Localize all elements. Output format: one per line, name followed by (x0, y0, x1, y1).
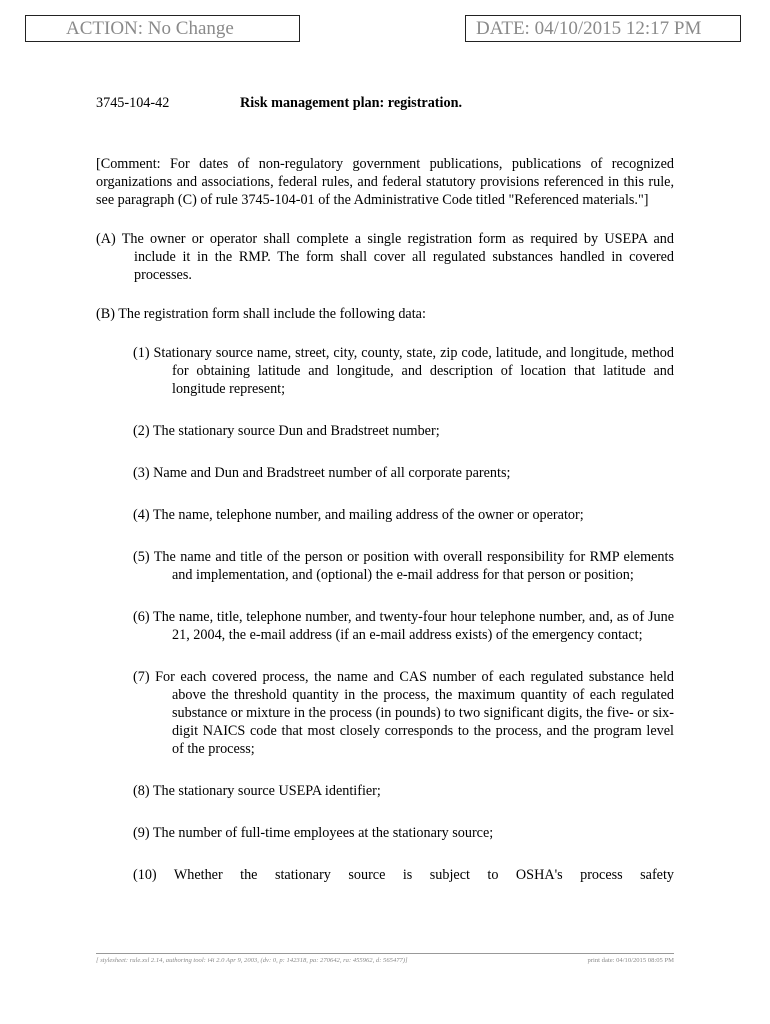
document-body (96, 90, 674, 908)
footer-print-date: print date: 04/10/2015 08:05 PM (587, 957, 674, 964)
date-stamp-text: DATE: 04/10/2015 12:17 PM (476, 18, 702, 39)
rule-number: 3745-104-42 (96, 95, 170, 111)
paragraph-b: (B) The registration form shall include the following data: (96, 306, 426, 322)
list-item: (4) The name, telephone number, and mailing address of the owner or operator; (133, 507, 584, 523)
registration-data-list (96, 344, 674, 884)
list-item: (9) The number of full-time employees at the stationary source; (133, 825, 494, 841)
action-stamp-text: ACTION: No Change (66, 18, 234, 39)
list-item: (6) The name, title, telephone number, and twenty-four hour telephone number, and, as of June 21, 2004, the e-mail address (if an e-mail address exists) of the emergency contact; (133, 609, 674, 643)
list-item: (3) Name and Dun and Bradstreet number of all corporate parents; (133, 465, 511, 481)
list-item: (7) For each covered process, the name and CAS number of each regulated substance held above the threshold quantity in the process, the maximum quantity of each regulated substance or mixture in the process (in pounds) to two significant digits, the five- or six-digit NAICS code that most closely corresponds to the process, and the program level of the process; (133, 669, 674, 757)
comment-paragraph: [Comment: For dates of non-regulatory government publications, publications of recognized organizations and associations, federal rules, and federal statutory provisions referenced in this rule, see paragraph (C) of rule 3745-104-01 of the Administrative Code titled "Referenced materials."] (96, 156, 674, 208)
rule-heading (96, 90, 674, 110)
list-item: (5) The name and title of the person or position with overall responsibility for RMP elements and implementation, and (optional) the e-mail address for that person or position; (133, 549, 674, 583)
list-item: (10) Whether the stationary source is subject to OSHA's process safety (133, 867, 674, 883)
action-stamp (25, 15, 300, 42)
list-item: (8) The stationary source USEPA identifier; (133, 783, 381, 799)
list-item: (1) Stationary source name, street, city, county, state, zip code, latitude, and longitude, method for obtaining latitude and longitude, and description of location that latitude and longitude represent; (133, 345, 674, 397)
list-item: (2) The stationary source Dun and Bradstreet number; (133, 423, 440, 439)
footer-divider (96, 953, 674, 954)
paragraph-a: (A) The owner or operator shall complete a single registration form as required by USEPA and include it in the RMP. The form shall cover all regulated substances handled in covered processes. (96, 231, 674, 283)
rule-title: Risk management plan: registration. (240, 95, 463, 111)
footer-stylesheet-info: [ stylesheet: rule.xsl 2.14, authoring tool: i4i 2.0 Apr 9, 2003, (dv: 0, p: 142318, pa: 270642, ra: 455962, d: 565477)] (96, 957, 408, 964)
date-stamp (465, 15, 741, 42)
